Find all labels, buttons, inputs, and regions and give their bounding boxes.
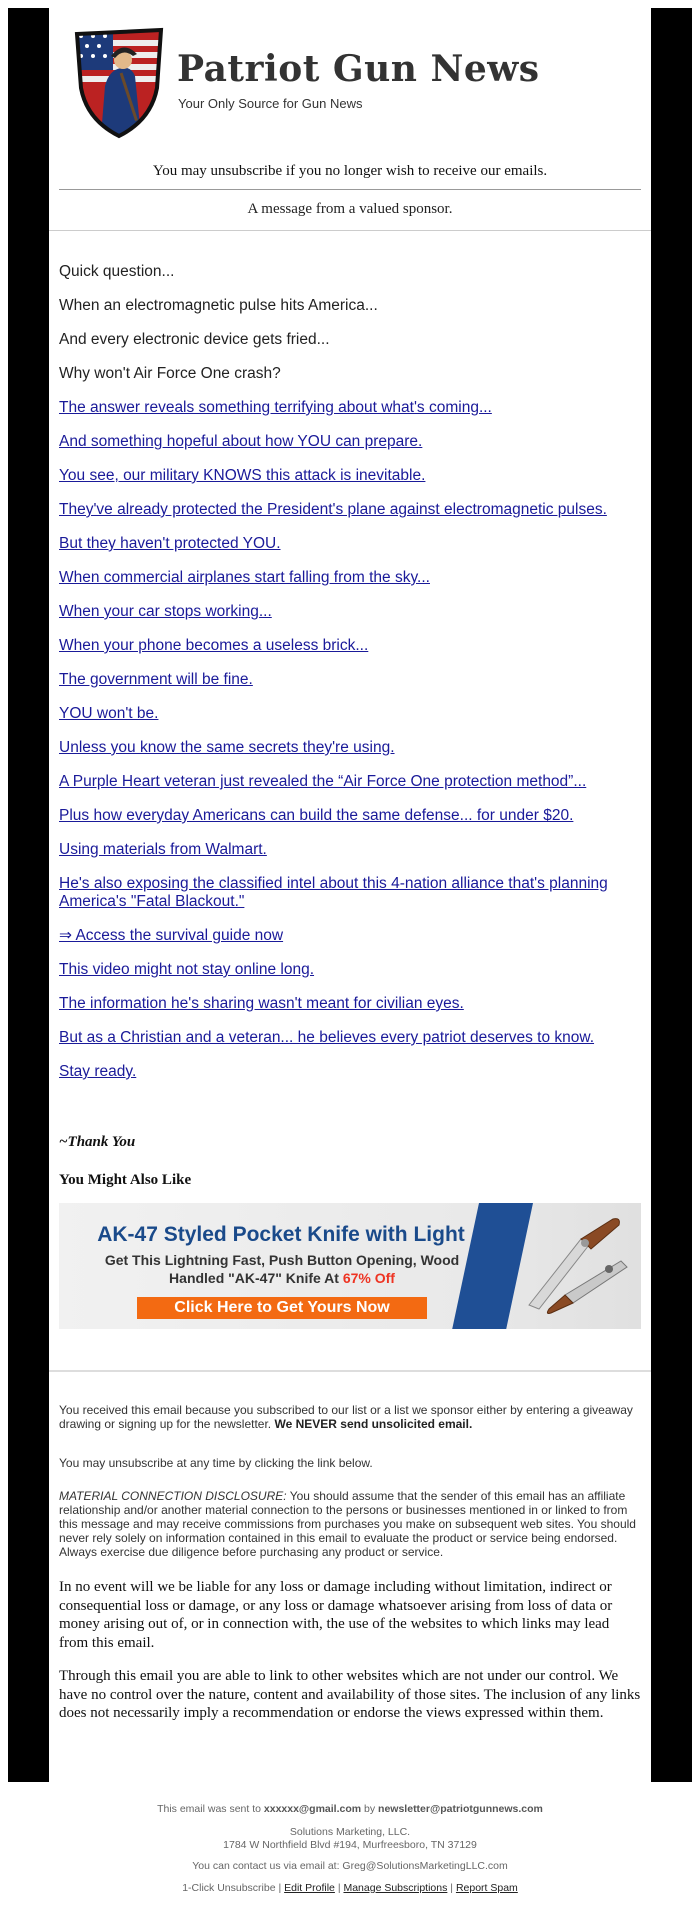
banner-sub-line1: Get This Lightning Fast, Push Button Opening, Wood bbox=[104, 1252, 460, 1268]
recipient-email: xxxxxx@gmail.com bbox=[263, 1803, 362, 1815]
banner-sub-line2: Handled "AK-47" Knife At bbox=[169, 1270, 343, 1286]
message-link[interactable]: They've already protected the President's plane against electromagnetic pulses. bbox=[59, 501, 607, 518]
message-link[interactable]: YOU won't be. bbox=[59, 705, 159, 722]
sent-to-line bbox=[0, 1803, 700, 1815]
sent-pre: This email was sent to bbox=[157, 1803, 264, 1815]
reason-text: You received this email because you subscribed to our list or a list we sponsor either by entering a giveaway drawing or signing up for the newsletter. bbox=[59, 1403, 633, 1431]
banner-subtitle bbox=[87, 1251, 477, 1287]
message-link[interactable]: Stay ready. bbox=[59, 1063, 137, 1080]
message-line: Quick question... bbox=[59, 263, 175, 280]
sent-by: by bbox=[361, 1803, 379, 1815]
message-link[interactable]: He's also exposing the classified intel about this 4-nation alliance that's planning America's "Fatal Blackout." bbox=[59, 875, 608, 910]
sender-email: newsletter@patriotgunnews.com bbox=[378, 1803, 543, 1815]
manage-subscriptions-link[interactable]: Manage Subscriptions bbox=[343, 1882, 448, 1894]
message-link[interactable]: A Purple Heart veteran just revealed the “Air Force One protection method”... bbox=[59, 773, 587, 790]
report-spam-link[interactable]: Report Spam bbox=[455, 1882, 518, 1894]
brand-tagline: Your Only Source for Gun News bbox=[178, 96, 363, 111]
message-link[interactable]: The information he's sharing wasn't meant for civilian eyes. bbox=[59, 995, 464, 1012]
unsubscribe-notice: You may unsubscribe if you no longer wish to receive our emails. bbox=[152, 163, 548, 179]
message-link[interactable]: When your car stops working... bbox=[59, 603, 272, 620]
message-link[interactable]: The answer reveals something terrifying about what's coming... bbox=[59, 399, 492, 416]
message-link[interactable]: Using materials from Walmart. bbox=[59, 841, 267, 858]
message-link[interactable]: Plus how everyday Americans can build the same defense... for under $20. bbox=[59, 807, 574, 824]
link-separator: | bbox=[275, 1882, 285, 1894]
also-like-heading: You Might Also Like bbox=[59, 1172, 192, 1188]
divider bbox=[49, 230, 651, 231]
banner-discount: 67% Off bbox=[342, 1270, 395, 1286]
message-link[interactable]: But they haven't protected YOU. bbox=[59, 535, 281, 552]
one-click-unsubscribe[interactable]: 1-Click Unsubscribe bbox=[182, 1882, 276, 1894]
message-link[interactable]: The government will be fine. bbox=[59, 671, 253, 688]
contact-line: You can contact us via email at: Greg@SolutionsMarketingLLC.com bbox=[192, 1860, 508, 1872]
message-link[interactable]: When commercial airplanes start falling from the sky... bbox=[59, 569, 430, 586]
banner-title: AK-47 Styled Pocket Knife with Light bbox=[97, 1223, 465, 1246]
disclosure-paragraph bbox=[59, 1489, 641, 1559]
brand-title: Patriot Gun News bbox=[177, 48, 540, 90]
message-link[interactable]: But as a Christian and a veteran... he believes every patriot deserves to know. bbox=[59, 1029, 595, 1046]
message-link[interactable]: When your phone becomes a useless brick... bbox=[59, 637, 369, 654]
disclosure-label: MATERIAL CONNECTION DISCLOSURE: bbox=[59, 1489, 287, 1503]
message-body bbox=[59, 263, 641, 1097]
message-link[interactable]: ⇒ Access the survival guide now bbox=[59, 927, 284, 944]
message-line: When an electromagnetic pulse hits America... bbox=[59, 297, 378, 314]
knife-ad-banner[interactable] bbox=[59, 1203, 641, 1329]
link-separator: | bbox=[334, 1882, 344, 1894]
reason-bold: We NEVER send unsolicited email. bbox=[274, 1417, 473, 1431]
knife-image bbox=[521, 1209, 636, 1323]
divider bbox=[49, 1370, 651, 1372]
third-party-paragraph: Through this email you are able to link to other websites which are not under our control. We have no control over the nature, content and availability of those sites. The inclusion of any links does not necessarily imply a recommendation or endorse the views expressed within them. bbox=[59, 1668, 641, 1721]
signoff: ~Thank You bbox=[59, 1134, 136, 1150]
company-address: 1784 W Northfield Blvd #194, Murfreesboro, TN 37129 bbox=[223, 1839, 477, 1851]
unsub-anytime: You may unsubscribe at any time by clicking the link below. bbox=[59, 1456, 373, 1470]
message-link[interactable]: This video might not stay online long. bbox=[59, 961, 315, 978]
disclosure-text: You should assume that the sender of this email has an affiliate relationship and/or another material connection to the persons or businesses mentioned in or linked to from this message and may receive commissions from purchases you make on subsequent web sites. You should never rely solely on information contained in this email to evaluate the product or service being endorsed. Always exercise due diligence before purchasing any product or service. bbox=[59, 1489, 636, 1559]
message-line: And every electronic device gets fried... bbox=[59, 331, 330, 348]
message-link[interactable]: And something hopeful about how YOU can prepare. bbox=[59, 433, 423, 450]
email-header bbox=[49, 8, 651, 158]
footer-links bbox=[0, 1882, 700, 1894]
reason-paragraph bbox=[59, 1403, 641, 1431]
banner-cta-button[interactable]: Click Here to Get Yours Now bbox=[137, 1297, 427, 1319]
message-link[interactable]: You see, our military KNOWS this attack is inevitable. bbox=[59, 467, 426, 484]
company-name: Solutions Marketing, LLC. bbox=[289, 1826, 411, 1838]
message-line: Why won't Air Force One crash? bbox=[59, 365, 281, 382]
message-link[interactable]: Unless you know the same secrets they're using. bbox=[59, 739, 395, 756]
link-separator: | bbox=[447, 1882, 456, 1894]
patriot-shield-logo[interactable] bbox=[71, 26, 167, 140]
divider bbox=[59, 189, 641, 190]
edit-profile-link[interactable]: Edit Profile bbox=[284, 1882, 335, 1894]
liability-paragraph: In no event will we be liable for any loss or damage including without limitation, indirect or consequential loss or damage, or any loss or damage whatsoever arising from loss of data or money arising out of, or in connection with, the use of the websites to which links may lead from this email. bbox=[59, 1579, 613, 1651]
email-card bbox=[49, 8, 651, 1782]
sponsor-notice: A message from a valued sponsor. bbox=[247, 201, 453, 217]
